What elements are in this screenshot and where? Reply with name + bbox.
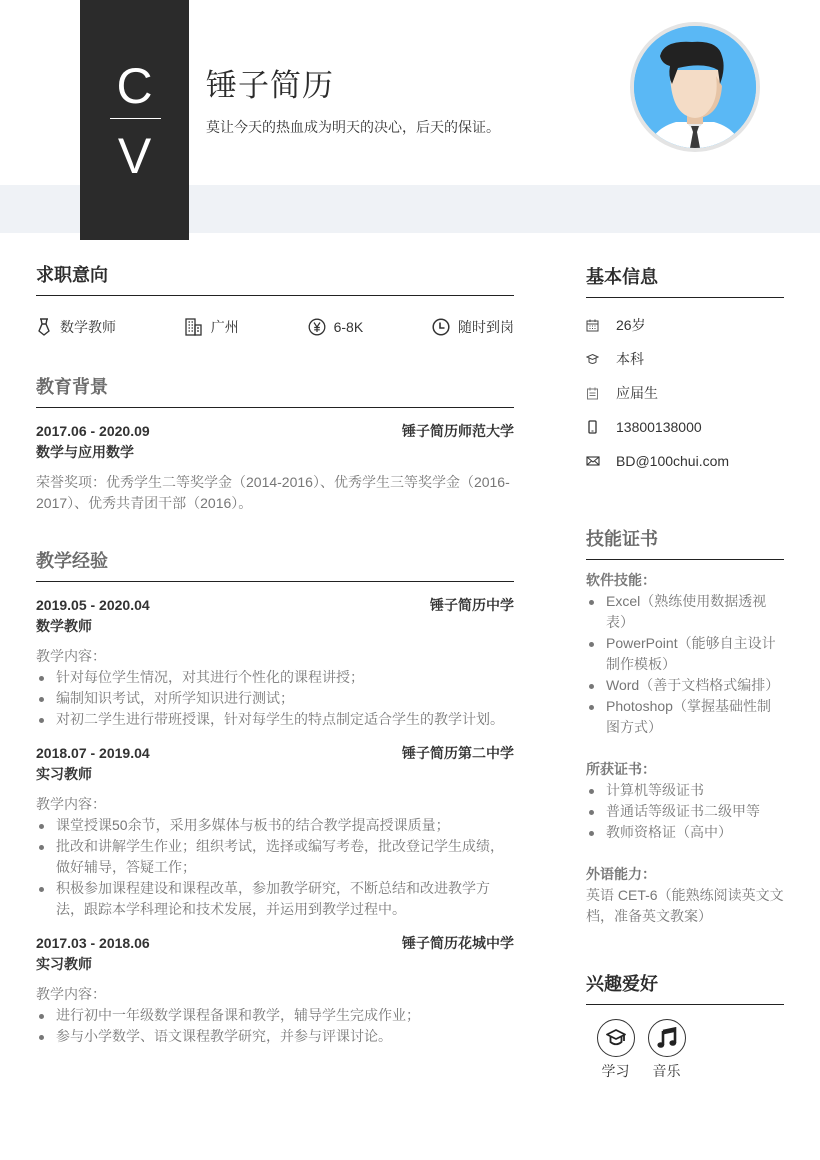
section-title: 技能证书 <box>586 526 784 560</box>
bullet-item: 编制知识考试，对所学知识进行测试； <box>36 688 514 709</box>
experience-period: 2019.05 - 2020.04 <box>36 597 150 613</box>
education-school: 锤子简历师范大学 <box>402 423 514 439</box>
basic-age-value: 26岁 <box>616 317 646 333</box>
section-title: 教育背景 <box>36 374 514 408</box>
resume-name: 锤子简历 <box>206 68 334 103</box>
education-honors: 荣誉奖项：优秀学生二等奖学金（2014-2016）、优秀学生三等奖学金（2016-2017）、优秀共青团干部（2016）。 <box>36 474 510 511</box>
right-column <box>586 262 784 1081</box>
music-note-icon <box>657 1027 677 1049</box>
basic-status-value: 应届生 <box>616 385 658 401</box>
hobby-study <box>590 1019 641 1081</box>
experience-intro: 教学内容： <box>36 648 106 664</box>
bullet-item: 对初二学生进行带班授课，针对每学生的特点制定适合学生的教学计划。 <box>36 709 514 730</box>
experience-org: 锤子简历中学 <box>430 597 514 613</box>
experience-role: 数学教师 <box>36 618 92 634</box>
skill-item: Photoshop（掌握基础性制图方式） <box>586 696 784 738</box>
avatar-illustration-icon <box>634 26 756 148</box>
section-title: 求职意向 <box>36 262 514 296</box>
basic-age <box>586 308 784 342</box>
cv-divider <box>110 118 161 119</box>
certificate-item: 计算机等级证书 <box>586 780 784 801</box>
experience-role: 实习教师 <box>36 766 92 782</box>
hobby-study-label: 学习 <box>601 1063 630 1079</box>
intent-salary <box>308 318 364 336</box>
calendar-icon <box>586 319 599 332</box>
graduation-cap-icon <box>605 1028 627 1048</box>
section-title: 兴趣爱好 <box>586 971 784 1005</box>
section-title: 基本信息 <box>586 262 784 298</box>
cv-letter-c: C <box>116 58 153 114</box>
resume-motto: 莫让今天的热血成为明天的决心，后天的保证。 <box>206 119 500 135</box>
bullet-item: 积极参加课程建设和课程改革，参加教学研究，不断总结和改进教学方法，跟踪本学科理论和技术发展，并运用到教学过程中。 <box>36 878 514 920</box>
bullet-item: 课堂授课50余节，采用多媒体与板书的结合教学提高授课质量； <box>36 815 514 836</box>
hobbies-row <box>586 1019 784 1081</box>
section-hobbies <box>586 971 784 1081</box>
education-major: 数学与应用数学 <box>36 444 134 460</box>
intent-salary-label: 6-8K <box>333 319 364 335</box>
skill-item: Word（善于文档格式编排） <box>586 675 784 696</box>
phone-icon <box>586 420 599 434</box>
section-skills <box>586 526 784 927</box>
experience-bullets <box>36 1005 514 1047</box>
intent-city <box>185 317 239 337</box>
experience-intro: 教学内容： <box>36 986 106 1002</box>
section-basic-info <box>586 262 784 478</box>
basic-info-list <box>586 308 784 478</box>
bullet-item: 参与小学数学、语文课程教学研究，并参与评课讨论。 <box>36 1026 514 1047</box>
section-title: 教学经验 <box>36 548 514 582</box>
section-experience <box>36 548 514 1047</box>
cv-logo-block <box>80 0 189 240</box>
experience-bullets <box>36 667 514 730</box>
experience-org: 锤子简历花城中学 <box>402 935 514 951</box>
intent-availability <box>432 317 514 337</box>
skill-item: PowerPoint（能够自主设计制作模板） <box>586 633 784 675</box>
section-education <box>36 374 514 514</box>
certificates-list <box>586 780 784 843</box>
experience-bullets <box>36 815 514 920</box>
experience-intro: 教学内容： <box>36 796 106 812</box>
language-text: 英语 CET-6（能熟练阅读英文文档，准备英文教案） <box>586 887 784 924</box>
language-label: 外语能力： <box>586 866 656 882</box>
cv-letter-v: V <box>117 128 152 184</box>
experience-period: 2018.07 - 2019.04 <box>36 745 150 761</box>
experience-role: 实习教师 <box>36 956 92 972</box>
intent-position-label: 数学教师 <box>60 319 116 335</box>
skill-item: Excel（熟练使用数据透视表） <box>586 591 784 633</box>
basic-email-value: BD@100chui.com <box>616 453 730 469</box>
experience-org: 锤子简历第二中学 <box>402 745 514 761</box>
software-skills-label: 软件技能： <box>586 572 656 588</box>
hobby-music <box>641 1019 692 1081</box>
basic-degree <box>586 342 784 376</box>
intent-position <box>36 317 116 337</box>
bullet-item: 批改和讲解学生作业；组织考试，选择或编写考卷，批改登记学生成绩，做好辅导，答疑工作； <box>36 836 514 878</box>
intent-city-label: 广州 <box>210 319 239 335</box>
basic-phone <box>586 410 784 444</box>
hobby-music-label: 音乐 <box>652 1063 681 1079</box>
intent-availability-label: 随时到岗 <box>457 319 514 335</box>
software-skills-list <box>586 591 784 738</box>
certificate-item: 教师资格证（高中） <box>586 822 784 843</box>
basic-email <box>586 444 784 478</box>
education-period: 2017.06 - 2020.09 <box>36 423 150 439</box>
graduation-cap-icon <box>586 353 599 366</box>
certificates-label: 所获证书： <box>586 761 656 777</box>
intent-row <box>36 296 514 356</box>
clock-icon <box>432 318 450 336</box>
experience-period: 2017.03 - 2018.06 <box>36 935 150 951</box>
education-entry <box>36 421 514 514</box>
tie-icon <box>36 318 52 336</box>
certificate-item: 普通话等级证书二级甲等 <box>586 801 784 822</box>
left-column <box>36 262 514 1047</box>
yen-icon <box>308 318 326 336</box>
mail-icon <box>586 455 600 467</box>
notepad-icon <box>586 387 599 400</box>
experience-entry <box>36 595 514 730</box>
experience-entry <box>36 933 514 1047</box>
basic-phone-value: 13800138000 <box>616 419 702 435</box>
bullet-item: 进行初中一年级数学课程备课和教学，辅导学生完成作业； <box>36 1005 514 1026</box>
basic-degree-value: 本科 <box>616 351 644 367</box>
experience-entry <box>36 743 514 920</box>
basic-status <box>586 376 784 410</box>
building-icon <box>185 318 203 336</box>
section-job-intent <box>36 262 514 356</box>
avatar <box>630 22 760 152</box>
bullet-item: 针对每位学生情况，对其进行个性化的课程讲授； <box>36 667 514 688</box>
